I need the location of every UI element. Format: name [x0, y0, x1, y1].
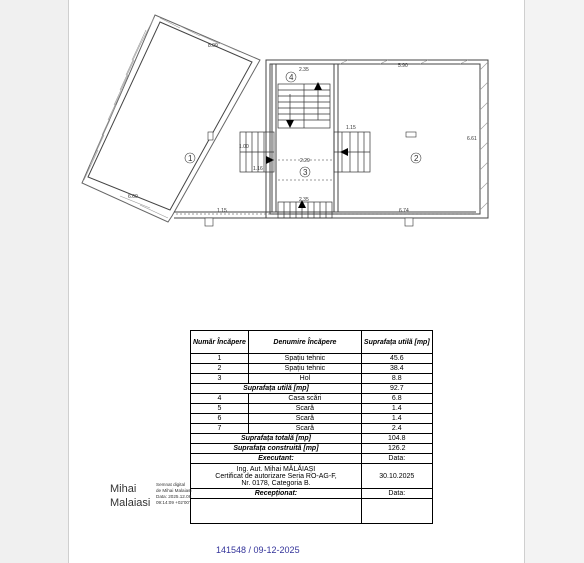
- header-room-name: Denumire Încăpere: [248, 331, 361, 354]
- executant-details: [191, 464, 362, 489]
- dimension-label: 8.09: [208, 43, 218, 49]
- signature-name-line-2: Malaiasi: [110, 497, 151, 509]
- table-row: [191, 394, 433, 404]
- cell-name: Scară: [248, 414, 361, 424]
- dimension-label: 1.00: [239, 144, 249, 150]
- executant-label: Executant:: [191, 454, 362, 464]
- cell-num: 2: [191, 364, 249, 374]
- room-4-label: 4: [289, 73, 294, 82]
- dimension-label: 2.35: [299, 67, 309, 73]
- cell-area: 38.4: [361, 364, 432, 374]
- dimension-label: 1.15: [346, 125, 356, 131]
- dimension-label: 1.16: [253, 166, 263, 172]
- executant-details-row: [191, 464, 433, 489]
- receptionat-header-row: [191, 489, 433, 499]
- signature-meta-line: Semnat digital: [156, 482, 186, 487]
- receptionat-label: Recepționat:: [191, 489, 362, 499]
- useful-total-value: 92.7: [361, 384, 432, 394]
- built-area-value: 126.2: [361, 444, 432, 454]
- dimension-label: 1.15: [217, 208, 227, 214]
- table-row-built-area: [191, 444, 433, 454]
- table-row-total-area: [191, 434, 433, 444]
- dimension-label: 6.74: [399, 208, 409, 214]
- digital-signature-meta: [156, 482, 192, 506]
- total-area-value: 104.8: [361, 434, 432, 444]
- cell-name: Spațiu tehnic: [248, 354, 361, 364]
- cell-area: 45.6: [361, 354, 432, 364]
- executant-line-2: Certificat de autorizare Seria RO-AG-F,: [215, 472, 337, 480]
- cell-num: 5: [191, 404, 249, 414]
- executant-line-3: Nr. 0178, Categoria B.: [241, 479, 311, 487]
- signature-meta-line: 09:14:09 +02'00': [156, 500, 190, 505]
- receptionat-date: [361, 499, 432, 524]
- cell-area: 1.4: [361, 414, 432, 424]
- dimension-label: 6.60: [128, 194, 138, 200]
- dimension-label: 5.90: [398, 63, 408, 69]
- cell-name: Hol: [248, 374, 361, 384]
- signature-meta-line: de Mihai Malaiasi: [156, 488, 192, 493]
- table-row: [191, 374, 433, 384]
- cell-num: 4: [191, 394, 249, 404]
- signature-meta-line: Data: 2025.12.08: [156, 494, 192, 499]
- cell-name: Casa scări: [248, 394, 361, 404]
- dimension-label: 2.29: [300, 158, 310, 164]
- header-room-number: Număr Încăpere: [191, 331, 249, 354]
- table-row: [191, 364, 433, 374]
- cell-area: 1.4: [361, 404, 432, 414]
- cell-num: 1: [191, 354, 249, 364]
- receptionat-details-row: [191, 499, 433, 524]
- room-1-label: 1: [188, 154, 193, 163]
- area-table: [190, 330, 433, 524]
- digital-signature-name: [110, 482, 150, 510]
- cell-area: 6.8: [361, 394, 432, 404]
- cell-area: 8.8: [361, 374, 432, 384]
- header-area: Suprafața utilă [mp]: [361, 331, 432, 354]
- cell-name: Spațiu tehnic: [248, 364, 361, 374]
- receptionat-details: [191, 499, 362, 524]
- dimension-label: 6.61: [467, 136, 477, 142]
- room-2-label: 2: [414, 154, 419, 163]
- built-area-label: Suprafața construită [mp]: [191, 444, 362, 454]
- executant-header-row: [191, 454, 433, 464]
- receptionat-date-label: Data:: [361, 489, 432, 499]
- registration-number: 141548 / 09-12-2025: [216, 545, 300, 555]
- table-row: [191, 414, 433, 424]
- useful-total-label: Suprafața utilă [mp]: [191, 384, 362, 394]
- table-row: [191, 404, 433, 414]
- executant-line-1: Ing. Aut. Mihai MĂLĂIAȘI: [236, 465, 316, 473]
- cell-name: Scară: [248, 404, 361, 414]
- cell-name: Scară: [248, 424, 361, 434]
- room-3-label: 3: [303, 168, 308, 177]
- cell-num: 3: [191, 374, 249, 384]
- dimension-label: 2.35: [299, 197, 309, 203]
- cell-num: 6: [191, 414, 249, 424]
- table-row-useful-total: [191, 384, 433, 394]
- executant-date: 30.10.2025: [361, 464, 432, 489]
- table-row: [191, 424, 433, 434]
- table-row: [191, 354, 433, 364]
- signature-name-line-1: Mihai: [110, 483, 137, 495]
- cell-num: 7: [191, 424, 249, 434]
- cell-area: 2.4: [361, 424, 432, 434]
- executant-date-label: Data:: [361, 454, 432, 464]
- total-area-label: Suprafața totală [mp]: [191, 434, 362, 444]
